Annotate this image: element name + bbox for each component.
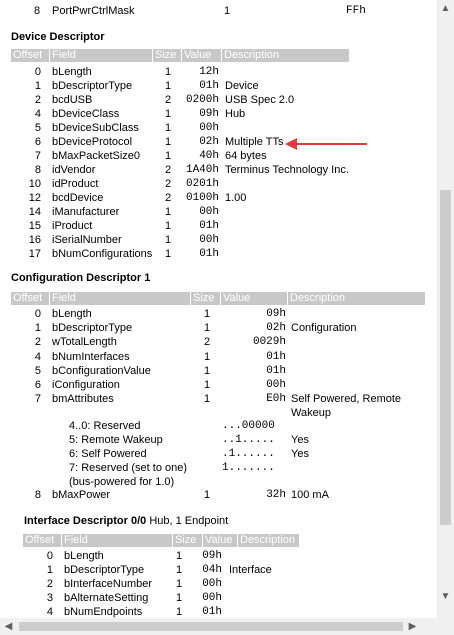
cell-field: bLength [64, 550, 104, 562]
cell-size: 1 [165, 150, 172, 162]
bit-description: Yes [291, 448, 309, 460]
bit-label: 4..0: Reserved [69, 420, 141, 432]
bit-label: 6: Self Powered [69, 448, 147, 460]
cell-field: iManufacturer [52, 206, 120, 218]
cell-offset: 5 [34, 364, 41, 377]
cell-size: 1 [176, 606, 183, 618]
cell-field: bLength [52, 66, 92, 78]
cell-size: 2 [165, 178, 172, 190]
cell-offset: 1 [34, 80, 41, 92]
cell-value: 01h [199, 248, 219, 260]
cell-offset: 12 [28, 192, 41, 204]
cell-field: bcdDevice [52, 192, 104, 204]
bit-label: 5: Remote Wakeup [69, 434, 163, 446]
cell-field: bAlternateSetting [64, 592, 149, 604]
cell-size: 1 [204, 364, 211, 377]
cell-description: 64 bytes [225, 150, 267, 162]
column-header: Description [238, 534, 299, 547]
cell-value: 09h [199, 108, 219, 120]
cell-field: bDeviceClass [52, 108, 120, 120]
column-header: Offset [11, 49, 49, 62]
cell-value: 12h [199, 66, 219, 78]
column-header: Offset [11, 292, 49, 305]
cell-description: Interface [229, 564, 272, 576]
cell-size: 1 [165, 80, 172, 92]
cell-offset: 0 [46, 550, 53, 562]
column-header: Description [288, 292, 425, 305]
cell-field: bDescriptorType [64, 564, 145, 576]
cell-offset: 0 [34, 308, 41, 320]
cell-offset: 0 [34, 66, 41, 78]
cell-field: bDeviceProtocol [52, 136, 133, 148]
cell-description: Multiple TTs [225, 136, 284, 148]
cell-value: 01h [266, 350, 286, 363]
cell-field: bDescriptorType [52, 322, 133, 335]
interface-descriptor-title [24, 515, 228, 527]
bit-value: ...00000 [222, 420, 275, 432]
cell-value: 04h [202, 564, 222, 576]
cell-offset: 6 [34, 379, 41, 391]
cell-offset: 5 [34, 122, 41, 134]
column-header: Field [62, 534, 172, 547]
bit-value: ..1..... [222, 434, 275, 446]
cell-offset: 7 [34, 150, 41, 162]
cell-description: Device [225, 80, 259, 92]
cell-size: 2 [204, 336, 211, 349]
cell-value: 00h [202, 578, 222, 590]
cell-value: 00h [199, 206, 219, 218]
scrollbar-corner [437, 618, 454, 635]
cell-offset: 8 [34, 164, 41, 176]
config-descriptor-title: Configuration Descriptor 1 [11, 272, 151, 284]
cell-size: 1 [165, 66, 172, 78]
cell-value: 01h [199, 220, 219, 232]
cell-field: iSerialNumber [52, 234, 122, 246]
cell-offset: 15 [28, 220, 41, 232]
top-size: 1 [224, 5, 231, 17]
cell-field: bMaxPacketSize0 [52, 150, 141, 162]
cell-field: bConfigurationValue [52, 364, 151, 377]
cell-size: 1 [204, 393, 211, 406]
cell-field: iConfiguration [52, 379, 120, 391]
cell-size: 1 [204, 379, 211, 391]
cell-description: Hub [225, 108, 246, 120]
cell-size: 1 [165, 108, 172, 120]
cell-field: bMaxPower [52, 489, 111, 501]
cell-value: 09h [266, 308, 286, 320]
cell-offset: 1 [34, 322, 41, 335]
cell-field: iProduct [52, 220, 93, 232]
column-header: Size [173, 534, 202, 547]
scroll-right-icon[interactable]: ▶ [408, 621, 417, 632]
cell-field: bNumEndpoints [64, 606, 143, 618]
cell-size: 2 [165, 192, 172, 204]
cell-size: 1 [204, 489, 211, 501]
scroll-up-icon[interactable]: ▲ [440, 3, 451, 14]
column-header: Value [182, 49, 221, 62]
annotation-arrow-icon [285, 137, 369, 151]
cell-size: 1 [165, 136, 172, 148]
cell-description: Wakeup [291, 407, 331, 420]
cell-description: Configuration [291, 322, 357, 335]
bit-value: .1...... [222, 448, 275, 460]
cell-description: USB Spec 2.0 [225, 94, 295, 106]
cell-size: 1 [176, 592, 183, 604]
bit-label: (bus-powered for 1.0) [69, 476, 175, 488]
cell-value: E0h [266, 393, 286, 406]
bit-value: 1....... [222, 462, 275, 474]
cell-offset: 4 [34, 350, 41, 363]
cell-description: 100 mA [291, 489, 329, 501]
cell-offset: 3 [46, 592, 53, 604]
cell-offset: 7 [34, 393, 41, 406]
cell-value: 32h [266, 489, 286, 501]
column-header: Offset [23, 534, 61, 547]
cell-description: Self Powered, Remote [291, 393, 402, 406]
cell-size: 2 [165, 94, 172, 106]
cell-value: 00h [199, 234, 219, 246]
bit-label: 7: Reserved (set to one) [69, 462, 188, 474]
cell-field: bNumConfigurations [52, 248, 153, 260]
column-header: Value [203, 534, 237, 547]
device-descriptor-title: Device Descriptor [11, 31, 105, 43]
vertical-scroll-thumb[interactable] [440, 190, 451, 525]
cell-value: 0200h [185, 94, 219, 106]
horizontal-scroll-thumb[interactable] [19, 622, 403, 631]
cell-offset: 17 [28, 248, 41, 260]
cell-size: 2 [165, 164, 172, 176]
cell-description: Terminus Technology Inc. [225, 164, 349, 176]
cell-field: bNumInterfaces [52, 350, 130, 363]
cell-offset: 16 [28, 234, 41, 246]
cell-size: 1 [165, 122, 172, 134]
cell-size: 1 [165, 248, 172, 260]
cell-size: 1 [204, 308, 211, 320]
cell-offset: 1 [46, 564, 53, 576]
cell-value: 1A40h [185, 164, 219, 176]
cell-field: bDescriptorType [52, 80, 133, 92]
cell-offset: 2 [34, 94, 41, 106]
cell-value: 00h [199, 122, 219, 134]
cell-value: 0029h [252, 336, 286, 349]
cell-field: bLength [52, 308, 92, 320]
cell-field: wTotalLength [52, 336, 117, 349]
cell-offset: 8 [34, 489, 41, 501]
interface-subtitle: Hub, 1 Endpoint [149, 515, 229, 527]
cell-size: 1 [204, 322, 211, 335]
cell-value: 01h [202, 606, 222, 618]
cell-size: 1 [176, 550, 183, 562]
cell-value: 02h [266, 322, 286, 335]
cell-field: idVendor [52, 164, 96, 176]
cell-offset: 2 [34, 336, 41, 349]
cell-offset: 6 [34, 136, 41, 148]
cell-value: 01h [199, 80, 219, 92]
cell-field: idProduct [52, 178, 99, 190]
cell-description: 1.00 [225, 192, 247, 204]
top-value: FFh [346, 5, 366, 17]
cell-size: 1 [165, 220, 172, 232]
column-header: Description [222, 49, 349, 62]
cell-offset: 4 [46, 606, 53, 618]
cell-value: 40h [199, 150, 219, 162]
cell-value: 00h [266, 379, 286, 391]
cell-size: 1 [165, 206, 172, 218]
column-header: Field [50, 49, 152, 62]
cell-field: bcdUSB [52, 94, 93, 106]
cell-size: 1 [176, 564, 183, 576]
column-header: Size [191, 292, 220, 305]
cell-value: 0201h [185, 178, 219, 190]
cell-field: bmAttributes [52, 393, 114, 406]
top-field: PortPwrCtrlMask [52, 5, 135, 17]
cell-size: 1 [204, 350, 211, 363]
cell-value: 0100h [185, 192, 219, 204]
cell-value: 01h [266, 364, 286, 377]
cell-offset: 10 [28, 178, 41, 190]
interface-title-bold: Interface Descriptor 0/0 [24, 515, 147, 527]
cell-field: bInterfaceNumber [64, 578, 153, 590]
cell-field: bDeviceSubClass [52, 122, 139, 134]
cell-size: 1 [165, 234, 172, 246]
column-header: Field [50, 292, 190, 305]
scroll-left-icon[interactable]: ◀ [4, 621, 13, 632]
bit-description: Yes [291, 434, 309, 446]
column-header: Value [221, 292, 287, 305]
cell-value: 09h [202, 550, 222, 562]
cell-offset: 4 [34, 108, 41, 120]
cell-size: 1 [176, 578, 183, 590]
cell-offset: 14 [28, 206, 41, 218]
top-offset: 8 [34, 5, 41, 17]
cell-offset: 2 [46, 578, 53, 590]
scroll-down-icon[interactable]: ▼ [440, 591, 451, 602]
column-header: Size [153, 49, 181, 62]
cell-value: 00h [202, 592, 222, 604]
cell-value: 02h [199, 136, 219, 148]
